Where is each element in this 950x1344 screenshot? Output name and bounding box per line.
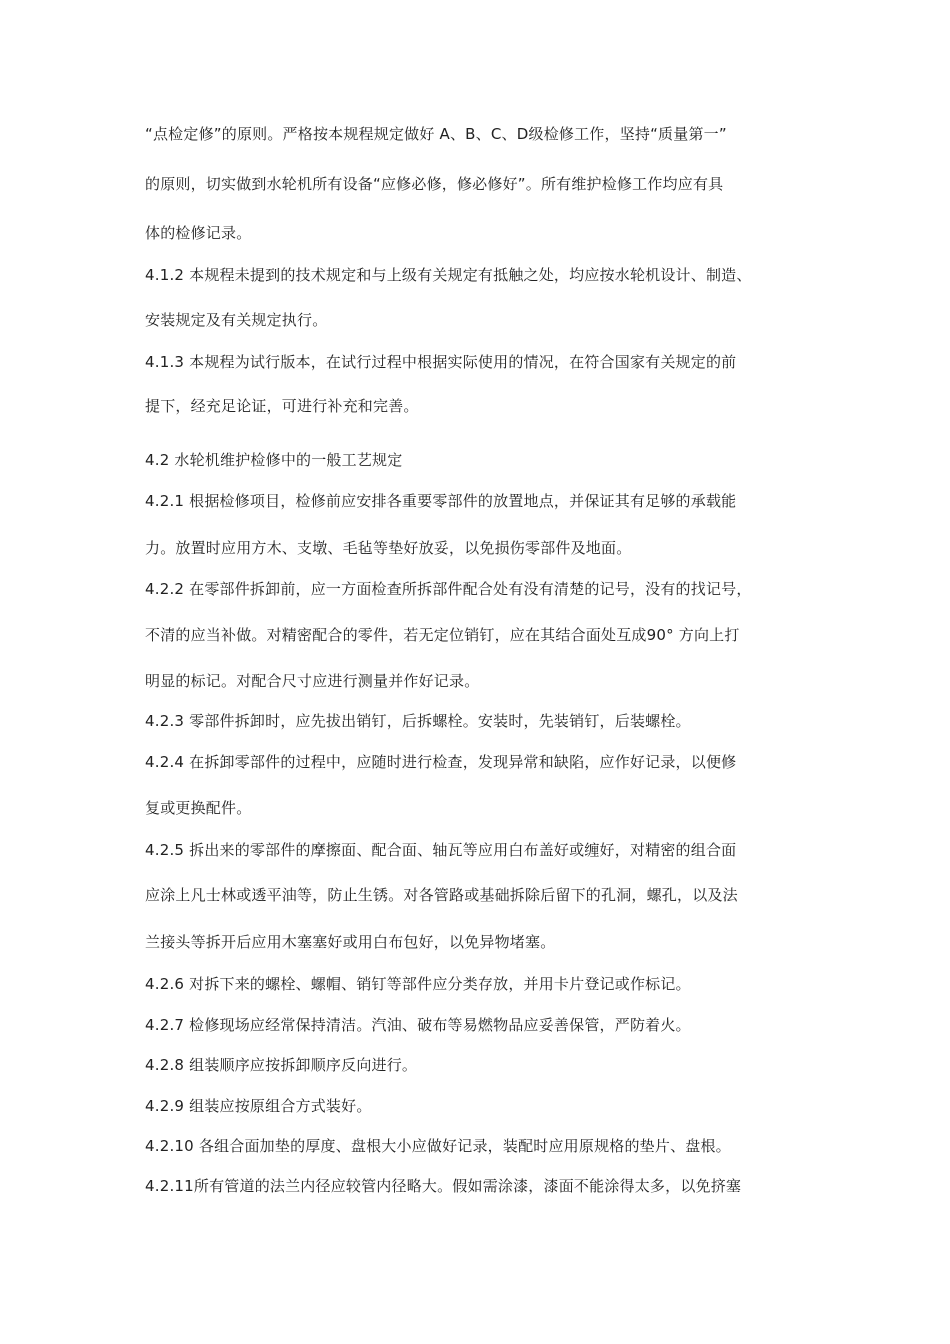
text-line: 4.1.2 本规程未提到的技术规定和与上级有关规定有抵触之处，均应按水轮机设计、制造、 (145, 266, 752, 284)
text-line: 明显的标记。对配合尺寸应进行测量并作好记录。 (145, 672, 480, 690)
text-line: 4.2.8 组装顺序应按拆卸顺序反向进行。 (145, 1056, 418, 1074)
text-line: 力。放置时应用方木、支墩、毛毡等垫好放妥，以免损伤零部件及地面。 (145, 539, 632, 557)
text-line: 4.2.6 对拆下来的螺栓、螺帽、销钉等部件应分类存放，并用卡片登记或作标记。 (145, 975, 691, 993)
text-line: 4.2.9 组装应按原组合方式装好。 (145, 1097, 372, 1115)
text-line: 4.2.11所有管道的法兰内径应较管内径略大。假如需涂漆，漆面不能涂得太多，以免挤塞 (145, 1177, 742, 1195)
text-line: “点检定修”的原则。严格按本规程规定做好 A、B、C、D级检修工作，坚持“质量第一” (145, 125, 727, 143)
text-line: 不清的应当补做。对精密配合的零件，若无定位销钉，应在其结合面处互成90° 方向上打 (145, 626, 740, 644)
text-line: 4.2.2 在零部件拆卸前，应一方面检查所拆部件配合处有没有清楚的记号，没有的找记号， (145, 580, 752, 598)
text-line: 安装规定及有关规定执行。 (145, 311, 328, 329)
text-line: 4.2.10 各组合面加垫的厚度、盘根大小应做好记录，装配时应用原规格的垫片、盘根。 (145, 1137, 731, 1155)
text-line: 的原则，切实做到水轮机所有设备“应修必修，修必修好”。所有维护检修工作均应有具 (145, 175, 724, 193)
text-line: 体的检修记录。 (145, 224, 252, 242)
text-line: 4.2.5 拆出来的零部件的摩擦面、配合面、轴瓦等应用白布盖好或缠好，对精密的组合面 (145, 841, 737, 859)
text-line: 4.2.4 在拆卸零部件的过程中，应随时进行检查，发现异常和缺陷，应作好记录，以便修 (145, 753, 737, 771)
text-line: 4.2.3 零部件拆卸时，应先拔出销钉，后拆螺栓。安装时，先装销钉，后装螺栓。 (145, 712, 691, 730)
section-heading: 4.2 水轮机维护检修中的一般工艺规定 (145, 451, 403, 469)
text-line: 应涂上凡士林或透平油等，防止生锈。对各管路或基础拆除后留下的孔洞，螺孔，以及法 (145, 886, 738, 904)
text-line: 兰接头等拆开后应用木塞塞好或用白布包好，以免异物堵塞。 (145, 933, 556, 951)
text-line: 4.2.1 根据检修项目，检修前应安排各重要零部件的放置地点，并保证其有足够的承载能 (145, 492, 737, 510)
text-line: 提下，经充足论证，可进行补充和完善。 (145, 397, 419, 415)
text-line: 4.2.7 检修现场应经常保持清洁。汽油、破布等易燃物品应妥善保管，严防着火。 (145, 1016, 691, 1034)
text-line: 复或更换配件。 (145, 799, 252, 817)
text-line: 4.1.3 本规程为试行版本，在试行过程中根据实际使用的情况，在符合国家有关规定的前 (145, 353, 737, 371)
